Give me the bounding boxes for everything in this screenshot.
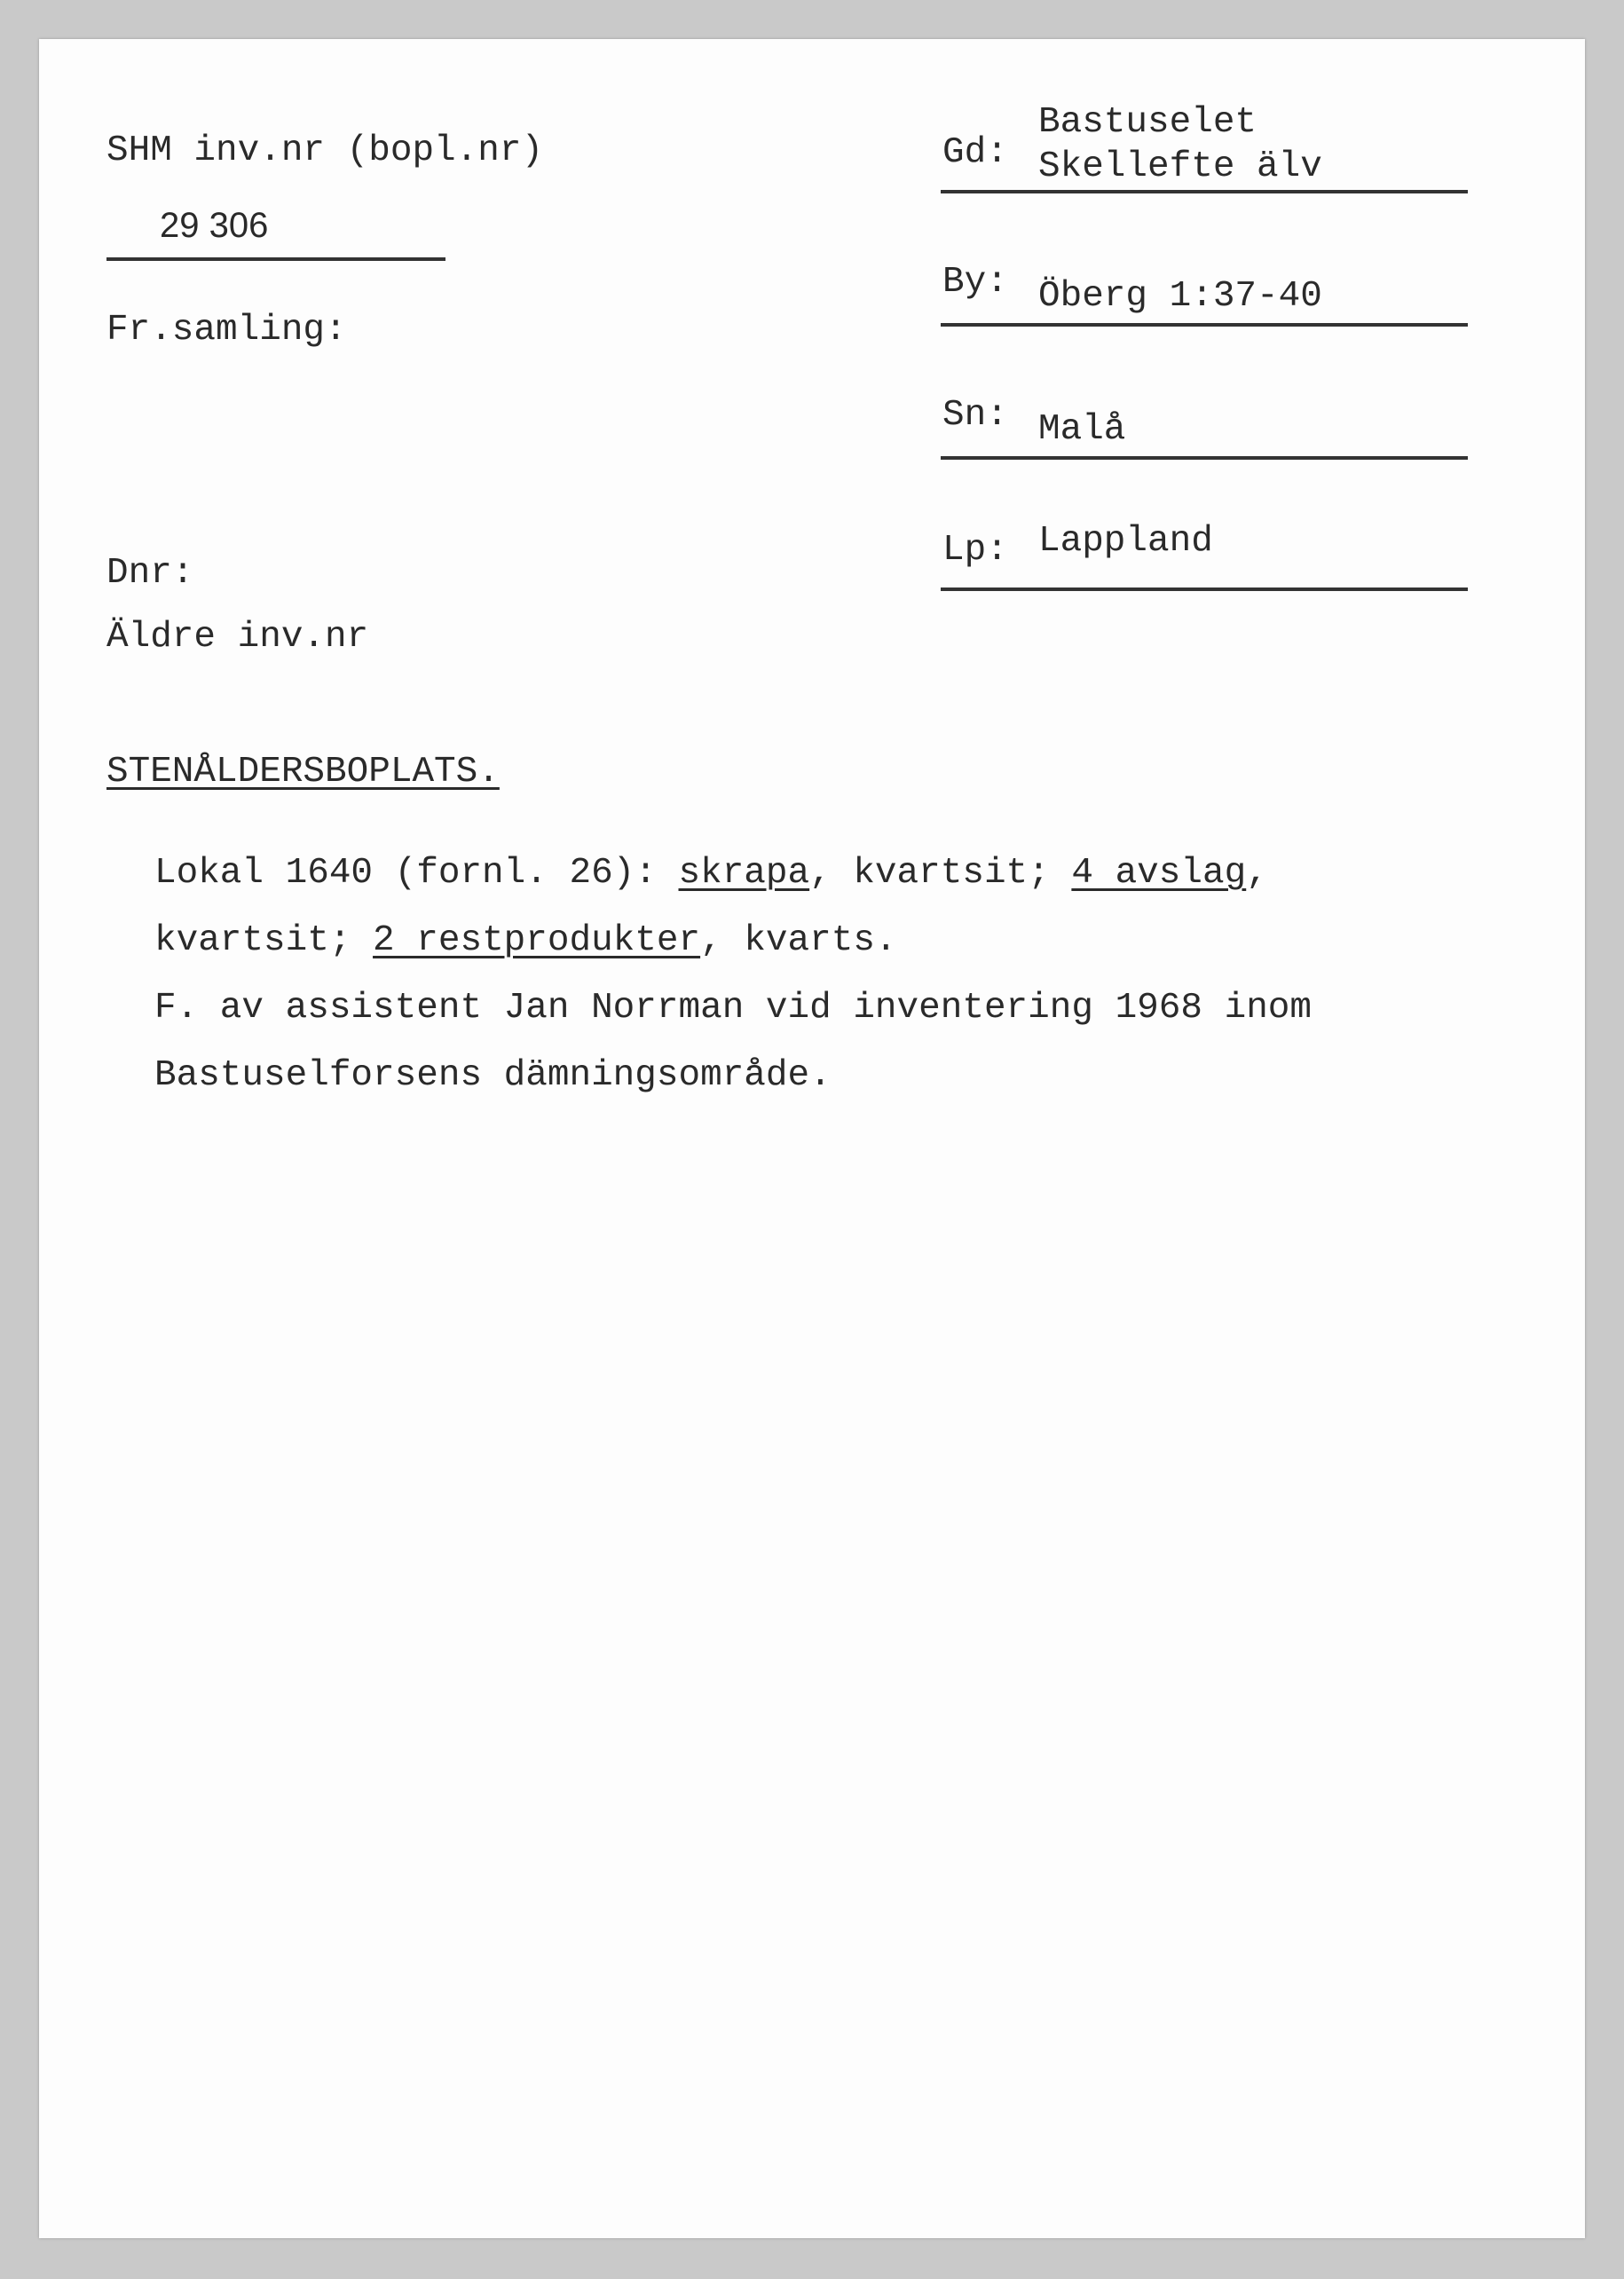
- body-line-1: [154, 853, 1268, 894]
- shm-inv-rule: [106, 257, 445, 261]
- body-text: kvartsit;: [154, 920, 374, 961]
- by-value: Öberg 1:37-40: [1038, 276, 1322, 317]
- body-line-3: F. av assistent Jan Norrman vid inventering 1968 inom: [154, 988, 1313, 1029]
- sn-label: Sn:: [942, 395, 1008, 436]
- shm-inv-label: SHM inv.nr (bopl.nr): [106, 130, 544, 171]
- shm-inv-number: 29 306: [160, 206, 269, 245]
- aldre-inv-label: Äldre inv.nr: [106, 617, 369, 658]
- body-text: , kvartsit;: [809, 853, 1072, 894]
- underlined-term: 4 avslag: [1071, 853, 1247, 894]
- by-label: By:: [942, 262, 1008, 303]
- gd-value-line2: Skellefte älv: [1038, 146, 1322, 187]
- sn-rule: [941, 456, 1468, 460]
- body-text: ,: [1246, 853, 1268, 894]
- body-text: Lokal 1640 (fornl. 26):: [154, 853, 679, 894]
- body-line-4: Bastuselforsens dämningsområde.: [154, 1055, 832, 1096]
- by-rule: [941, 323, 1468, 327]
- dnr-label: Dnr:: [106, 553, 194, 594]
- gd-rule: [941, 190, 1468, 193]
- body-line-2: [154, 920, 897, 961]
- gd-value-line1: Bastuselet: [1038, 102, 1257, 143]
- lp-label: Lp:: [942, 530, 1008, 571]
- underlined-term: 2 restprodukter: [373, 920, 701, 961]
- gd-label: Gd:: [942, 132, 1008, 173]
- fr-samling-label: Fr.samling:: [106, 310, 347, 351]
- body-text: , kvarts.: [700, 920, 897, 961]
- underlined-term: skrapa: [678, 853, 810, 894]
- catalog-card: [39, 39, 1585, 2238]
- sn-value: Malå: [1038, 409, 1126, 450]
- lp-rule: [941, 587, 1468, 591]
- lp-value: Lappland: [1038, 521, 1213, 562]
- section-heading: STENÅLDERSBOPLATS.: [106, 752, 500, 793]
